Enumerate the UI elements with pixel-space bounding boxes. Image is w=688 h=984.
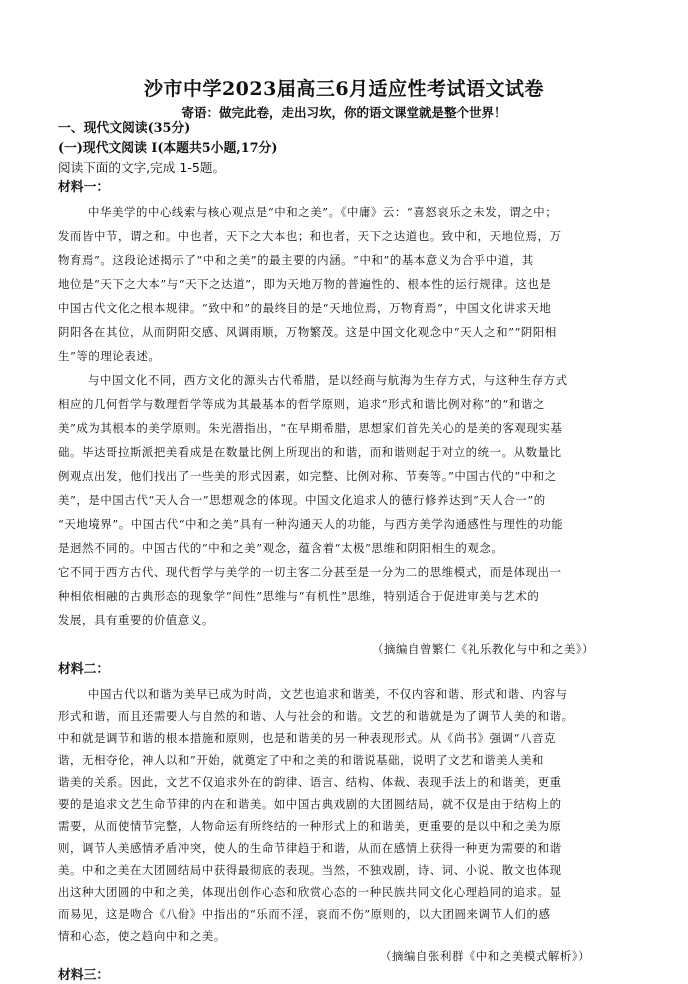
material-two-line: 需要，从而使情节完整，人物命运有所终结的一种形式上的和谐美，更重要的是以中和之美为原 xyxy=(58,819,562,833)
material-one-line: 美”成为其根本的美学原则。朱光潜指出，“在早期希腊，思想家们首先关心的是美的客观现实基 xyxy=(58,421,563,435)
material-one-line: “天地境界”。中国古代“中和之美”具有一种沟通天人的功能，与西方美学沟通感性与理性的功能 xyxy=(58,517,564,531)
material-two-line: 要的是追求文艺生命节律的内在和谐美。如中国古典戏剧的大团圆结局，就不仅是由于结构上的 xyxy=(58,797,562,811)
material-one-line: 种相依相融的古典形态的现象学“间性”思维与“有机性”思维，特别适合于促进审美与艺术的 xyxy=(58,589,540,603)
material-two-line: 则，调节人美感情矛盾冲突，使人的生命节律趋于和谐，从而在感情上获得一种更为需要的和谐 xyxy=(58,841,562,855)
reading-instruction: 阅读下面的文字,完成 1-5题。 xyxy=(58,160,226,175)
material-one-line: 地位是“天下之大本”与“天下之达道”，即为天地万物的普遍性的、根本性的运行规律。这也是 xyxy=(58,277,552,291)
material-one-line: 发展，具有重要的价值意义。 xyxy=(58,613,214,627)
material-one-line: 础。毕达哥拉斯派把美看成是在数量比例上所现出的和谐，而和谐则起于对立的统一。从数量比 xyxy=(58,445,562,459)
material-one-line: 发而皆中节，谓之和。中也者，天下之大本也；和也者，天下之达道也。致中和，天地位焉，万 xyxy=(58,229,562,243)
exam-title: 沙市中学2023届高三6月适应性考试语文试卷 xyxy=(143,78,545,100)
material-one-line: 例观点出发，他们找出了一些美的形式因素，如完整、比例对称、节奏等。”中国古代的“中和之 xyxy=(58,469,557,483)
material-one-line: 它不同于西方古代、现代哲学与美学的一切主客二分甚至是一分为二的思维模式，而是体现出一 xyxy=(58,565,562,579)
material-two-line: 中国古代以和谐为美早已成为时尚，文艺也追求和谐美，不仅内容和谐、形式和谐、内容与 xyxy=(88,687,568,701)
material-two-line: 中和就是调节和谐的根本措施和原则，也是和谐美的另一种表现形式。从《尚书》强调“八音克 xyxy=(58,731,557,745)
material-two-line: 美。中和之美在大团圆结局中获得最彻底的表现。当然，不独戏剧，诗、词、小说、散文也体现 xyxy=(58,863,562,877)
section-heading: 一、现代文阅读(35分) xyxy=(58,121,191,136)
material-one-line: 阴阳各在其位，从而阴阳交感、风调雨顺，万物繁茂。这是中国文化观念中“天人之和”“阴阳相 xyxy=(58,325,557,339)
material-one-line: 中国古代文化之根本规律。“致中和”的最终目的是“天地位焉，万物育焉”，中国文化讲求天地 xyxy=(58,301,552,315)
material-two-line: 而易见，这是吻合《八佾》中指出的“乐而不淫，哀而不伤”原则的，以大团圆来调节人们的感 xyxy=(58,907,551,921)
material-two-label: 材料二： xyxy=(58,662,110,677)
material-one-line: 中华美学的中心线索与核心观点是“中和之美”。《中庸》云：“喜怒哀乐之未发，谓之中； xyxy=(88,205,558,219)
material-one-label: 材料一： xyxy=(58,180,110,195)
material-three-label: 材料三： xyxy=(58,968,110,983)
subsection-heading: (一)现代文阅读 I(本题共5小题,17分) xyxy=(58,141,278,156)
material-one-line: 与中国文化不同，西方文化的源头古代希腊，是以经商与航海为生存方式，与这种生存方式 xyxy=(88,373,568,387)
motto-line: 寄语：做完此卷，走出习坎，你的语文课堂就是整个世界！ xyxy=(181,105,507,120)
material-two-line: 形式和谐，而且还需要人与自然的和谐、人与社会的和谐。文艺的和谐就是为了调节人美的和谐。 xyxy=(58,709,574,723)
material-one-source: （摘编自曾繁仁《礼乐教化与中和之美》） xyxy=(372,642,595,656)
material-one-line: 物育焉”。这段论述揭示了“中和之美”的最主要的内涵。“中和”的基本意义为合乎中道，其 xyxy=(58,253,534,267)
material-two-line: 谐美的关系。因此，文艺不仅追求外在的韵律、语言、结构、体裁、表现手法上的和谐美，更重 xyxy=(58,775,562,789)
material-two-line: 情和心态，使之趋向中和之美。 xyxy=(58,929,226,943)
material-two-source: （摘编自张利群《中和之美模式解析》） xyxy=(380,949,591,963)
material-two-line: 出这种大团圆的中和之美，体现出创作心态和欣赏心态的一种民族共同文化心理趋同的追求。显 xyxy=(58,885,562,899)
material-one-line: 美”，是中国古代“天人合一”思想观念的体现。中国文化追求人的德行修养达到“天人合一”的 xyxy=(58,493,546,507)
material-two-line: 谐，无相夺伦，神人以和”开始，就奠定了中和之美的和谐说基础，说明了文艺和谐美人美和 xyxy=(58,753,545,767)
material-one-line: 相应的几何哲学与数理哲学等成为其最基本的哲学原则，追求“形式和谐比例对称”的“和谐之 xyxy=(58,397,545,411)
material-one-line: 生”等的理论表述。 xyxy=(58,349,161,363)
material-one-line: 是迥然不同的。中国古代的“中和之美”观念，蕴含着“太极”思维和阴阳相生的观念。 xyxy=(58,541,504,555)
